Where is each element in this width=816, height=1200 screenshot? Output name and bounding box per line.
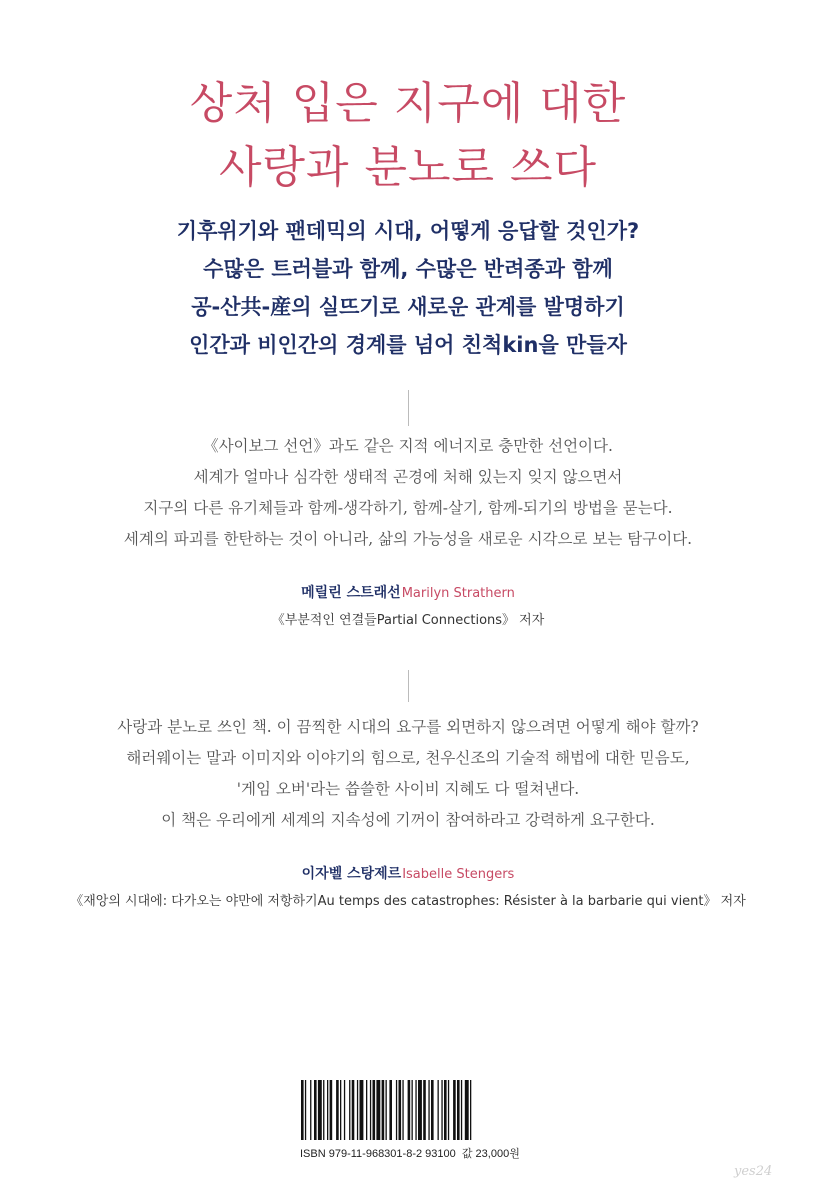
blurb-2-author-english: Isabelle Stengers [402, 867, 515, 882]
barcode-bar [448, 1080, 449, 1140]
price: 값 23,000원 [461, 1148, 520, 1160]
blurb-2-line-2: 해러웨이는 말과 이미지와 이야기의 힘으로, 천우신조의 기술적 해법에 대한 믿음도, [126, 749, 690, 767]
barcode-bar [461, 1080, 462, 1140]
barcode [295, 1080, 527, 1142]
barcode-bar [453, 1080, 456, 1140]
tagline [0, 212, 816, 364]
barcode-bar [360, 1080, 364, 1140]
barcode-bar [389, 1080, 392, 1140]
blurb-1-author-english: Marilyn Strathern [401, 586, 515, 601]
barcode-bar [457, 1080, 460, 1140]
barcode-bar [323, 1080, 324, 1140]
tagline-line-3: 공-산共-産의 실뜨기로 새로운 관계를 발명하기 [191, 295, 625, 319]
isbn-number: ISBN 979-11-968301-8-2 93100 [300, 1148, 456, 1160]
tagline-line-2: 수많은 트러블과 함께, 수많은 반려종과 함께 [203, 257, 613, 281]
tagline-line-4: 인간과 비인간의 경계를 넘어 친척kin을 만들자 [189, 333, 627, 357]
barcode-bar [399, 1080, 402, 1140]
barcode-bar [415, 1080, 416, 1140]
barcode-bars [299, 1080, 523, 1140]
barcode-bar [402, 1080, 403, 1140]
headline-line-2: 사랑과 분노로 쓰다 [218, 142, 597, 193]
blurb-1-line-3: 지구의 다른 유기체들과 함께-생각하기, 함께-살기, 함께-되기의 방법을 묻는다. [143, 499, 673, 517]
barcode-bar [373, 1080, 376, 1140]
blurb-2-author-korean: 이자벨 스탕제르 [301, 866, 402, 882]
barcode-bar [330, 1080, 333, 1140]
blurb-2-line-4: 이 책은 우리에게 세계의 지속성에 기꺼이 참여하라고 강력하게 요구한다. [161, 811, 655, 829]
barcode-bar [423, 1080, 426, 1140]
barcode-bar [444, 1080, 447, 1140]
barcode-bar [310, 1080, 311, 1140]
blurb-2-line-3: '게임 오버'라는 씁쓸한 사이비 지혜도 다 떨쳐낸다. [236, 780, 580, 798]
blurb-1-line-4: 세계의 파괴를 한탄하는 것이 아니라, 삶의 가능성을 새로운 시각으로 보는 탐구이다. [123, 530, 693, 548]
barcode-bar [366, 1080, 367, 1140]
blurb-1-author-korean: 메릴린 스트래선 [301, 585, 401, 601]
barcode-bar [344, 1080, 345, 1140]
barcode-bar [376, 1080, 380, 1140]
blurb-1-quote [0, 431, 816, 555]
blurb-1-book: 《부분적인 연결들Partial Connections》 저자 [271, 613, 545, 628]
blurb-2-quote [0, 712, 816, 836]
barcode-bar [314, 1080, 317, 1140]
barcode-bar [428, 1080, 429, 1140]
isbn-price [300, 1145, 520, 1161]
barcode-bar [386, 1080, 387, 1140]
divider-2 [408, 670, 409, 702]
barcode-bar [340, 1080, 341, 1140]
divider-1 [408, 390, 409, 426]
barcode-bar [431, 1080, 434, 1140]
barcode-bar [408, 1080, 411, 1140]
barcode-bar [336, 1080, 339, 1140]
barcode-bar [327, 1080, 328, 1140]
blurb-2-book: 《재앙의 시대에: 다가오는 야만에 저항하기Au temps des catastrophes: Résister à la barbarie qui vient》 저자 [70, 894, 746, 909]
watermark-logo: yes24 [734, 1164, 773, 1179]
blurb-2-author [0, 863, 816, 883]
barcode-bar [396, 1080, 397, 1140]
blurb-2-line-1: 사랑과 분노로 쓰인 책. 이 끔찍한 시대의 요구를 외면하지 않으려면 어떻게 해야 할까? [117, 718, 699, 736]
barcode-bar [441, 1080, 442, 1140]
barcode-bar [370, 1080, 371, 1140]
barcode-bar [382, 1080, 385, 1140]
barcode-bar [318, 1080, 322, 1140]
barcode-bar [412, 1080, 413, 1140]
tagline-line-1: 기후위기와 팬데믹의 시대, 어떻게 응답할 것인가? [176, 219, 640, 243]
barcode-bar [470, 1080, 471, 1140]
barcode-bar [301, 1080, 304, 1140]
headline [0, 72, 816, 200]
barcode-bar [418, 1080, 422, 1140]
barcode-bar [465, 1080, 469, 1140]
blurb-1-line-2: 세계가 얼마나 심각한 생태적 곤경에 처해 있는지 잊지 않으면서 [193, 468, 623, 486]
barcode-bar [438, 1080, 439, 1140]
blurb-1-line-1: 《사이보그 선언》과도 같은 지적 에너지로 충만한 선언이다. [203, 437, 613, 455]
barcode-bar [357, 1080, 358, 1140]
barcode-bar [305, 1080, 306, 1140]
headline-line-1: 상처 입은 지구에 대한 [189, 78, 627, 129]
barcode-bar [349, 1080, 350, 1140]
barcode-bar [352, 1080, 355, 1140]
blurb-1-author [0, 582, 816, 602]
